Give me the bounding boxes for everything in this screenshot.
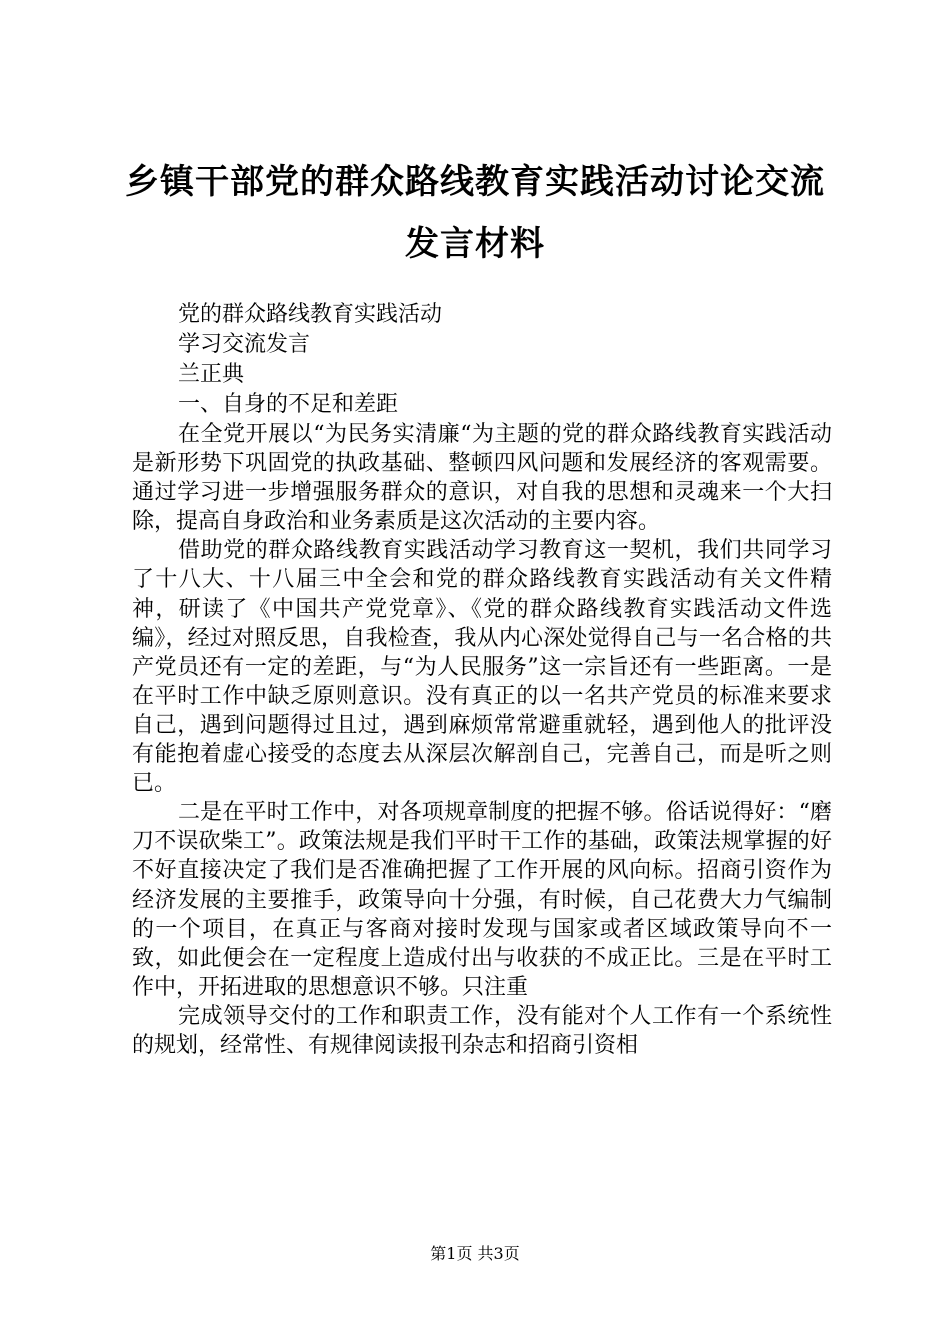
paragraph-4: 完成领导交付的工作和职责工作，没有能对个人工作有一个系统性的规划，经常性、有规律阅读报刊杂志和招商引资相 (132, 1003, 832, 1058)
document-body (132, 300, 832, 1060)
subtitle-activity: 党的群众路线教育实践活动 (178, 302, 443, 327)
author-name: 兰正典 (178, 362, 245, 387)
document-title-line2: 发言材料 (405, 224, 545, 264)
document-title-line1: 乡镇干部党的群众路线教育实践活动讨论交流 (125, 162, 825, 202)
section-heading: 一、自身的不足和差距 (178, 392, 399, 417)
paragraph-2: 借助党的群众路线教育实践活动学习教育这一契机，我们共同学习了十八大、十八届三中全会和党的群众路线教育实践活动有关文件精神，研读了《中国共产党党章》、《党的群众路线教育实践活动文件选编》，经过对照反思，自我检查，我从内心深处觉得自己与一名合格的共产党员还有一定的差距，与“为人民服务”这一宗旨还有一些距离。一是在平时工作中缺乏原则意识。没有真正的以一名共产党员的标准来要求自己，遇到问题得过且过，遇到麻烦常常避重就轻，遇到他人的批评没有能抱着虚心接受的态度去从深层次解剖自己，完善自己，而是听之则已。 (132, 538, 832, 797)
paragraph-3: 二是在平时工作中，对各项规章制度的把握不够。俗话说得好：“磨刀不误砍柴工”。政策法规是我们平时干工作的基础，政策法规掌握的好不好直接决定了我们是否准确把握了工作开展的风向标。招商引资作为经济发展的主要推手，政策导向十分强，有时候，自己花费大力气编制的一个项目，在真正与客商对接时发现与国家或者区域政策导向不一致，如此便会在一定程度上造成付出与收获的不成正比。三是在平时工作中，开拓进取的思想意识不够。只注重 (132, 800, 832, 1000)
subtitle-speech: 学习交流发言 (178, 332, 311, 357)
paragraph-1: 在全党开展以“为民务实清廉“为主题的党的群众路线教育实践活动是新形势下巩固党的执政基础、整顿四风问题和发展经济的客观需要。通过学习进一步增强服务群众的意识，对自我的思想和灵魂来一个大扫除，提高自身政治和业务素质是这次活动的主要内容。 (132, 422, 832, 535)
page-number-footer: 第1页 共3页 (430, 1244, 520, 1263)
